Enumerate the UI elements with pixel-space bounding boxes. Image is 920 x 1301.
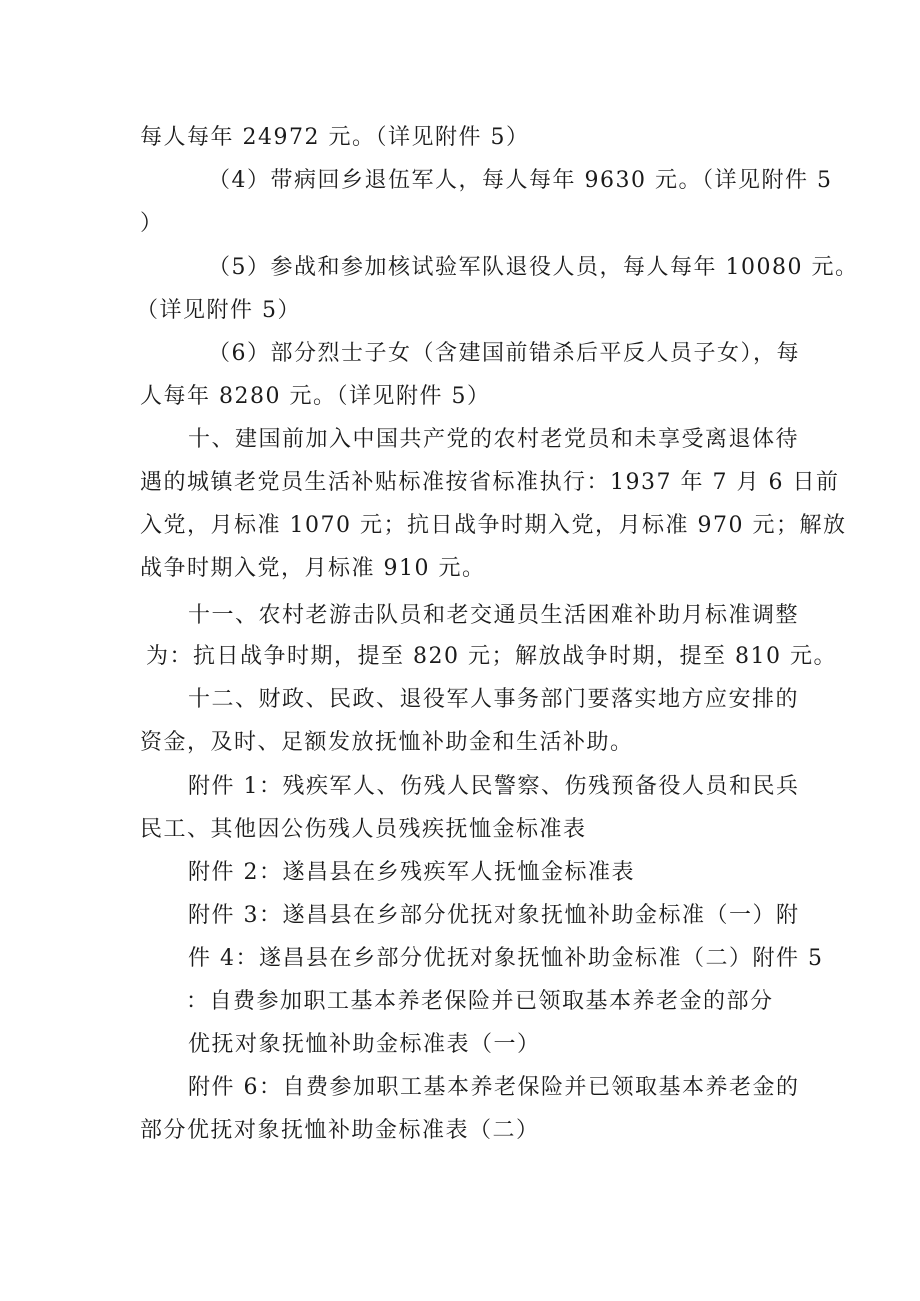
text-line: 附件 1：残疾军人、伤残人民警察、伤残预备役人员和民兵 <box>188 774 800 799</box>
text-line: 附件 2：遂昌县在乡残疾军人抚恤金标准表 <box>188 860 635 885</box>
text-line: （6）部分烈士子女（含建国前错杀后平反人员子女），每 <box>208 341 800 366</box>
text-line: ：自费参加职工基本养老保险并已领取基本养老金的部分 <box>186 989 774 1014</box>
text-line: 优抚对象抚恤补助金标准表（一） <box>188 1032 541 1057</box>
text-line: 战争时期入党，月标准 910 元。 <box>140 556 486 581</box>
text-line: 十二、财政、民政、退役军人事务部门要落实地方应安排的 <box>188 687 800 712</box>
text-line: 件 4：遂昌县在乡部分优抚对象抚恤补助金标准（二）附件 5 <box>188 946 824 971</box>
text-line: 入党，月标准 1070 元；抗日战争时期入党，月标准 970 元；解放 <box>140 513 847 538</box>
text-line: 十、建国前加入中国共产党的农村老党员和未享受离退体待 <box>188 427 800 452</box>
text-line: 人每年 8280 元。（详见附件 5） <box>140 384 491 409</box>
text-line: ） <box>140 211 164 236</box>
text-line: 民工、其他因公伤残人员残疾抚恤金标准表 <box>140 817 587 842</box>
text-line: 为：抗日战争时期，提至 820 元；解放战争时期，提至 810 元。 <box>146 644 837 669</box>
text-line: 附件 6：自费参加职工基本养老保险并已领取基本养老金的 <box>188 1075 800 1100</box>
text-line: 资金，及时、足额发放抚恤补助金和生活补助。 <box>140 730 634 755</box>
text-line: 每人每年 24972 元。（详见附件 5） <box>140 125 530 150</box>
text-line: （详见附件 5） <box>136 298 301 323</box>
text-line: 附件 3：遂昌县在乡部分优抚对象抚恤补助金标准（一）附 <box>188 903 800 928</box>
text-line: （5）参战和参加核试验军队退役人员，每人每年 10080 元。 <box>208 255 859 280</box>
text-line: （4）带病回乡退伍军人，每人每年 9630 元。（详见附件 5 <box>208 168 833 193</box>
text-line: 部分优抚对象抚恤补助金标准表（二） <box>140 1118 540 1143</box>
text-line: 遇的城镇老党员生活补贴标准按省标准执行：1937 年 7 月 6 日前 <box>140 470 840 495</box>
text-line: 十一、农村老游击队员和老交通员生活困难补助月标准调整 <box>188 603 800 628</box>
